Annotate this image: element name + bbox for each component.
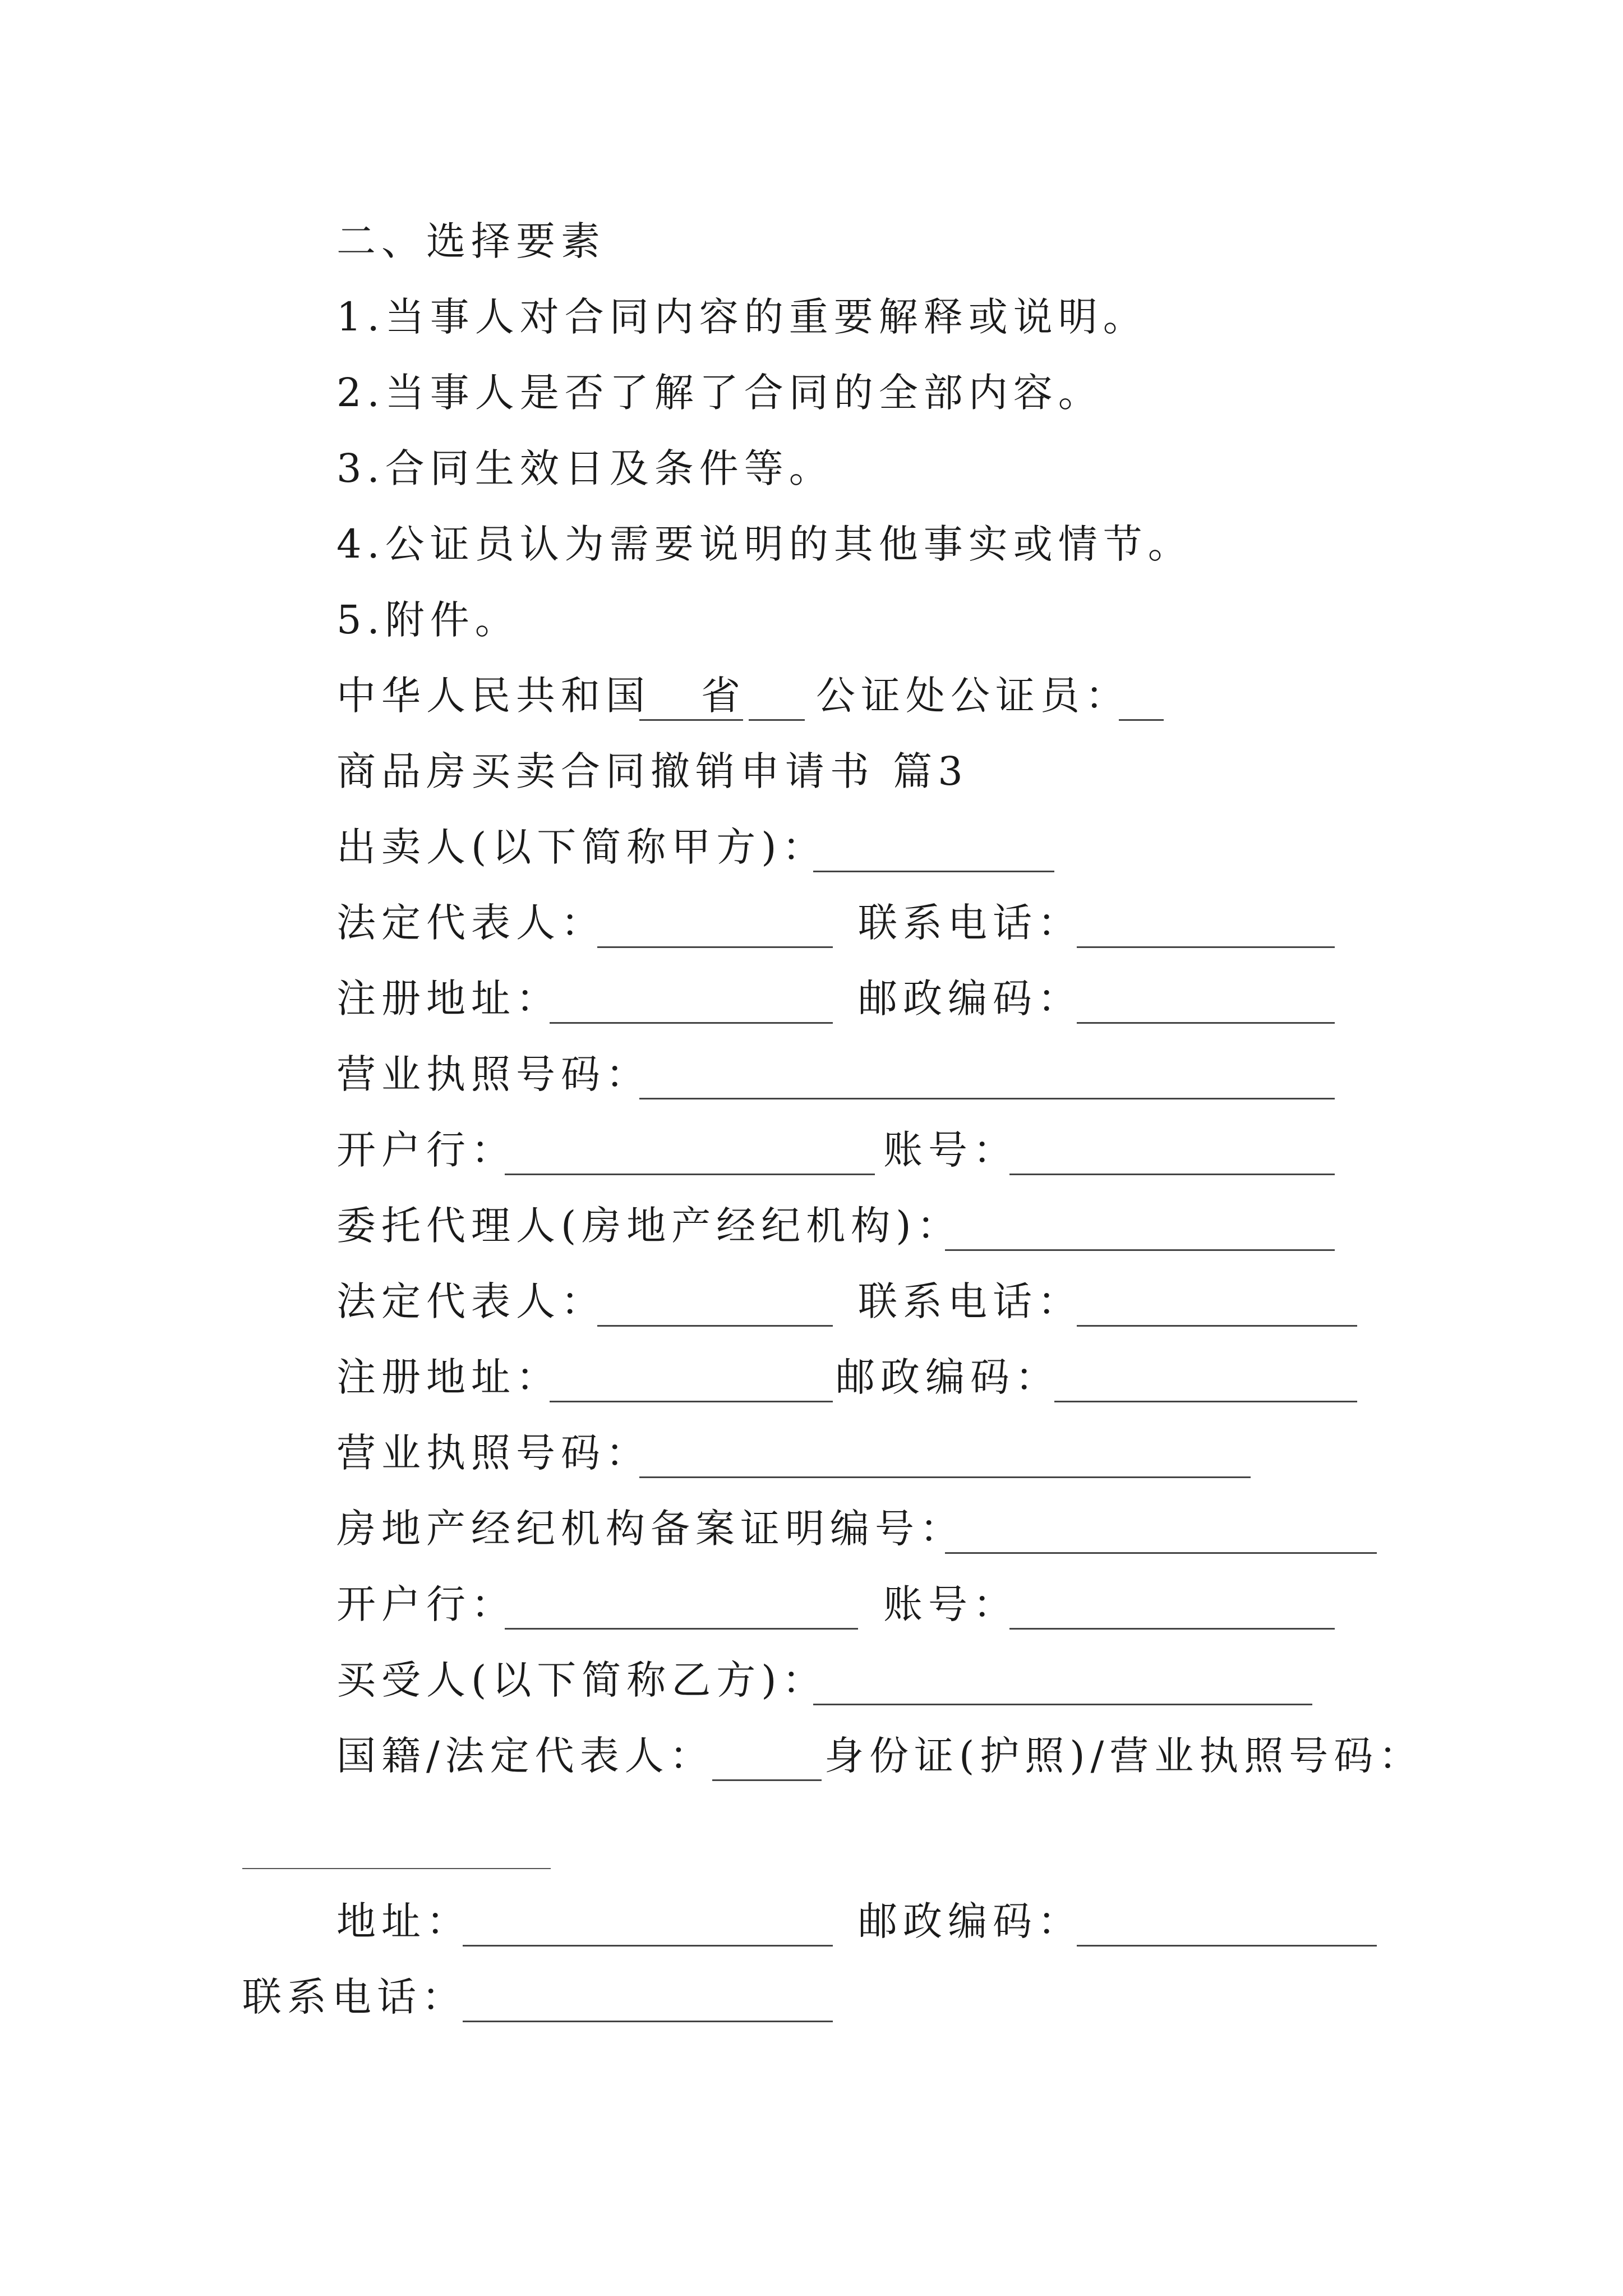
buyer-postcode-field[interactable] <box>1077 1945 1377 1947</box>
agent-name-field[interactable] <box>945 1249 1335 1251</box>
buyer-phone-field[interactable] <box>463 2021 833 2022</box>
buyer-nationality-label: 国籍/法定代表人： <box>336 1733 714 1779</box>
agent-license-label: 营业执照号码： <box>336 1430 651 1476</box>
seller-license-field[interactable] <box>639 1098 1335 1099</box>
element-item-5: 5.附件。 <box>336 597 520 643</box>
agent-bank-field[interactable] <box>505 1628 858 1630</box>
agent-account-label: 账号： <box>883 1581 1018 1627</box>
seller-name-label: 出卖人(以下简称甲方)： <box>336 824 827 870</box>
agent-phone-label: 联系电话： <box>858 1278 1082 1324</box>
form-title: 商品房买卖合同撤销申请书 篇3 <box>336 748 969 794</box>
agent-account-field[interactable] <box>1009 1628 1335 1630</box>
agent-bank-label: 开户行： <box>336 1581 516 1627</box>
seller-reg-address-field[interactable] <box>550 1022 833 1024</box>
element-item-3: 3.合同生效日及条件等。 <box>336 445 834 491</box>
seller-bank-label: 开户行： <box>336 1127 516 1173</box>
seller-license-label: 营业执照号码： <box>336 1051 651 1097</box>
element-item-2: 2.当事人是否了解了合同的全部内容。 <box>336 370 1103 416</box>
element-item-1: 1.当事人对合同内容的重要解释或说明。 <box>336 294 1148 340</box>
seller-bank-field[interactable] <box>505 1174 875 1175</box>
seller-reg-address-label: 注册地址： <box>336 976 561 1022</box>
seller-legal-rep-field[interactable] <box>597 946 833 948</box>
buyer-address-label: 地址： <box>336 1898 471 1944</box>
notary-country-label: 中华人民共和国 <box>336 673 651 719</box>
notary-office-label: 公证处公证员： <box>816 673 1130 719</box>
seller-name-field[interactable] <box>813 871 1054 872</box>
seller-legal-rep-label: 法定代表人： <box>336 900 606 946</box>
buyer-id-label: 身份证(护照)/营业执照号码： <box>824 1733 1424 1779</box>
buyer-phone-label: 联系电话： <box>242 1974 467 2020</box>
agent-name-label: 委托代理人(房地产经纪机构)： <box>336 1203 962 1249</box>
agent-reg-address-label: 注册地址： <box>336 1354 561 1400</box>
seller-postcode-field[interactable] <box>1077 1022 1335 1024</box>
buyer-id-field[interactable] <box>242 1868 551 1869</box>
agent-phone-field[interactable] <box>1077 1325 1357 1327</box>
buyer-nationality-field[interactable] <box>712 1779 822 1781</box>
buyer-address-field[interactable] <box>463 1945 833 1947</box>
agent-license-field[interactable] <box>639 1476 1251 1478</box>
agent-filing-field[interactable] <box>945 1552 1377 1554</box>
buyer-name-field[interactable] <box>813 1704 1312 1705</box>
notary-office-blank[interactable] <box>749 719 805 721</box>
agent-postcode-field[interactable] <box>1054 1401 1357 1402</box>
element-item-4: 4.公证员认为需要说明的其他事实或情节。 <box>336 521 1193 567</box>
agent-legal-rep-field[interactable] <box>597 1325 833 1327</box>
seller-account-label: 账号： <box>883 1127 1018 1173</box>
buyer-postcode-label: 邮政编码： <box>858 1898 1082 1944</box>
section-heading: 二、选择要素 <box>336 218 606 264</box>
agent-filing-label: 房地产经纪机构备案证明编号： <box>336 1506 965 1552</box>
seller-phone-field[interactable] <box>1077 946 1335 948</box>
seller-postcode-label: 邮政编码： <box>858 976 1082 1022</box>
notary-province-label: 省 <box>701 673 746 719</box>
buyer-name-label: 买受人(以下简称乙方)： <box>336 1657 827 1703</box>
agent-reg-address-field[interactable] <box>550 1401 833 1402</box>
agent-postcode-label: 邮政编码： <box>836 1354 1060 1400</box>
seller-phone-label: 联系电话： <box>858 900 1082 946</box>
seller-account-field[interactable] <box>1009 1174 1335 1175</box>
notary-name-blank[interactable] <box>1119 719 1164 721</box>
agent-legal-rep-label: 法定代表人： <box>336 1278 606 1324</box>
